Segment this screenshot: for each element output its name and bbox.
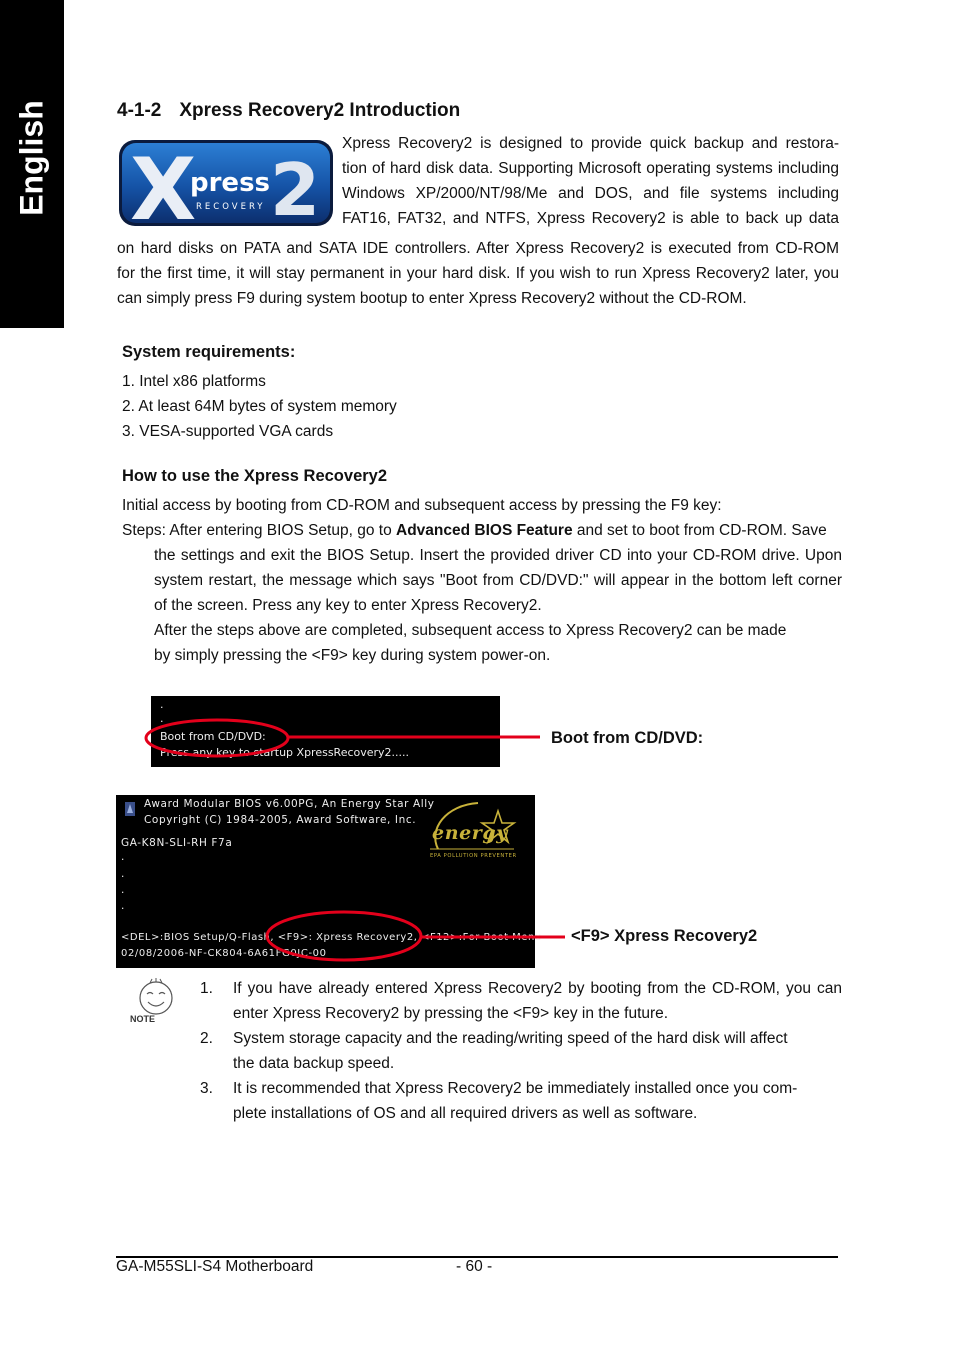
callout-oval-1 <box>146 720 288 756</box>
intro-line: on hard disks on PATA and SATA IDE controllers. After Xpress Recovery2 is executed from CD-ROM <box>117 240 839 257</box>
howto-line: of the screen. Press any key to enter Xpress Recovery2. <box>154 597 542 614</box>
note-number: 2. <box>200 1030 213 1047</box>
note-line: If you have already entered Xpress Recovery2 by booting from the CD-ROM, you can <box>233 980 842 997</box>
callout-oval-2 <box>267 912 421 960</box>
note-item <box>200 976 842 1026</box>
requirements-heading: System requirements: <box>122 343 296 361</box>
note-line: It is recommended that Xpress Recovery2 be immediately installed once you com- <box>233 1080 798 1097</box>
note-line: enter Xpress Recovery2 by pressing the <F9> key in the future. <box>233 1005 669 1022</box>
footer-page-number: - 60 - <box>456 1258 493 1275</box>
howto-line: the settings and exit the BIOS Setup. Insert the provided driver CD into your CD-ROM drive. Upon <box>154 547 842 564</box>
intro-line: for the first time, it will stay permanent in your hard disk. If you wish to run Xpress Recovery2 later, you <box>117 265 839 282</box>
bios-line-1: Award Modular BIOS v6.00PG, An Energy Star Ally <box>144 798 435 810</box>
screen-dot: . <box>160 698 164 711</box>
note-number: 1. <box>200 980 213 997</box>
screen-dot: . <box>121 851 125 863</box>
intro-line: FAT16, FAT32, and NTFS, Xpress Recovery2 is able to back up data <box>342 210 839 227</box>
screen-dot: . <box>160 712 164 725</box>
note-line: the data backup speed. <box>233 1055 395 1072</box>
note-item <box>200 1026 842 1076</box>
intro-line: Windows XP/2000/NT/98/Me and DOS, and file systems including <box>342 185 839 202</box>
howto-line: Initial access by booting from CD-ROM and subsequent access by pressing the F9 key: <box>122 497 722 514</box>
screen-dot: . <box>121 868 125 880</box>
list-item: 2. At least 64M bytes of system memory <box>122 398 397 415</box>
screen-dot: . <box>121 900 125 912</box>
steps-bold: Advanced BIOS Feature <box>396 522 573 539</box>
howto-heading: How to use the Xpress Recovery2 <box>122 467 388 485</box>
callout-label-f9: <F9> Xpress Recovery2 <box>571 927 758 945</box>
steps-suffix: and set to boot from CD-ROM. Save <box>572 522 827 539</box>
logo-two: 2 <box>270 148 321 227</box>
bios-hotkeys: <DEL>:BIOS Setup/Q-Flash, <F9>: Xpress Recovery2, <F12>:For Boot Menu <box>121 932 542 943</box>
logo-x-letter: X <box>130 140 197 227</box>
note-line: plete installations of OS and all required drivers as well as software. <box>233 1105 698 1122</box>
logo-word: press <box>190 168 271 198</box>
footer-model: GA-M55SLI-S4 Motherboard <box>116 1258 314 1275</box>
note-label: NOTE <box>130 1014 156 1024</box>
note-item <box>200 1076 842 1126</box>
note-icon <box>128 977 184 1027</box>
steps-prefix: Steps: After entering BIOS Setup, go to <box>122 522 396 539</box>
intro-line: tion of hard disk data. Supporting Microsoft operating systems including <box>342 160 839 177</box>
list-item: 3. VESA-supported VGA cards <box>122 423 334 440</box>
note-number: 3. <box>200 1080 213 1097</box>
howto-line: by simply pressing the <F9> key during system power-on. <box>154 647 551 664</box>
press-key-message: Press any key to startup XpressRecovery2..... <box>160 746 410 759</box>
logo-sub: RECOVERY <box>196 202 266 212</box>
section-number: 4-1-2 <box>117 100 162 121</box>
side-tab-label: English <box>13 100 50 216</box>
note-list <box>200 976 842 1126</box>
energy-caption: EPA POLLUTION PREVENTER <box>430 853 517 859</box>
section-title: Xpress Recovery2 Introduction <box>179 100 461 121</box>
energy-word: energy <box>432 822 508 844</box>
intro-line: Xpress Recovery2 is designed to provide quick backup and restora- <box>342 135 839 152</box>
bios-line-2: Copyright (C) 1984-2005, Award Software, Inc. <box>144 814 417 826</box>
bios-id-string: 02/08/2006-NF-CK804-6A61FG0JC-00 <box>121 948 327 959</box>
list-item: 1. Intel x86 platforms <box>122 373 266 390</box>
screen-dot: . <box>121 884 125 896</box>
intro-line: can simply press F9 during system bootup to enter Xpress Recovery2 without the CD-ROM. <box>117 290 747 307</box>
callout-label-boot: Boot from CD/DVD: <box>551 729 704 747</box>
howto-line: system restart, the message which says "Boot from CD/DVD:" will appear in the bottom left corner <box>154 572 842 589</box>
note-line: System storage capacity and the reading/writing speed of the hard disk will affect <box>233 1030 788 1047</box>
howto-line: After the steps above are completed, subsequent access to Xpress Recovery2 can be made <box>154 622 787 639</box>
boot-message: Boot from CD/DVD: <box>160 730 266 743</box>
bios-model: GA-K8N-SLI-RH F7a <box>121 837 233 849</box>
